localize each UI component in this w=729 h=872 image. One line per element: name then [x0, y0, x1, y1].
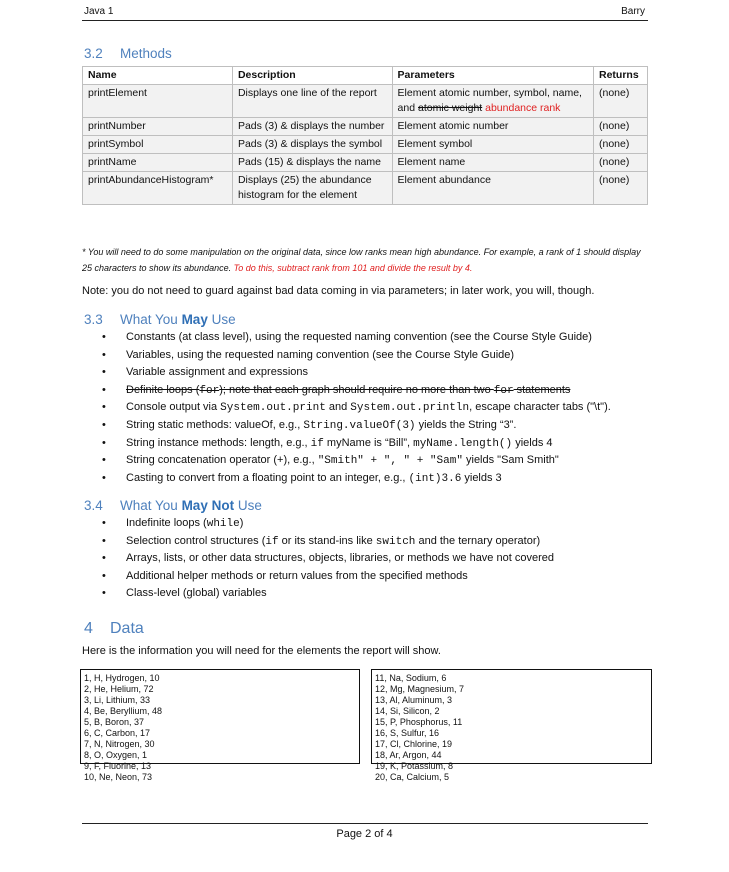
page-number: Page 2 of 4 — [336, 828, 393, 840]
header-course: Java 1 — [84, 6, 114, 17]
data-line: 10, Ne, Neon, 73 — [84, 772, 153, 782]
list-item: • String static methods: valueOf, e.g., String.valueOf(3) yields the String “3”. — [102, 418, 517, 432]
data-line: 14, Si, Silicon, 2 — [375, 706, 440, 716]
data-line: 12, Mg, Magnesium, 7 — [375, 684, 465, 694]
header-rule — [82, 20, 648, 21]
data-box-right — [371, 669, 652, 782]
list-item: • String concatenation operator (+), e.g., "Smith" + ", " + "Sam" yields "Sam Smith" — [102, 454, 559, 468]
table-header-row: Name Description Parameters Returns — [83, 67, 648, 85]
data-line: 5, B, Boron, 37 — [84, 717, 145, 727]
list-item: • String instance methods: length, e.g., if myName is “Bill”, myName.length() yields 4 — [102, 436, 553, 450]
list-item: • Variables, using the requested naming convention (see the Course Style Guide) — [102, 348, 515, 361]
note-text: Note: you do not need to guard against bad data coming in via parameters; in later work, you will, though. — [82, 285, 595, 297]
table-footnote: * You will need to do some manipulation on the original data, since low ranks mean high abundance. For example, a rank of 1 should display 25 characters to show its abundance. To do this, subtract rank from 101 and divide the result by 4. — [82, 247, 641, 273]
may-not-use-list — [82, 515, 652, 603]
data-line: 7, N, Nitrogen, 30 — [84, 739, 155, 749]
section-heading-data: 4 Data — [84, 620, 144, 637]
data-line: 18, Ar, Argon, 44 — [375, 750, 442, 760]
data-line: 20, Ca, Calcium, 5 — [375, 772, 450, 782]
table-row: printNumber Pads (3) & displays the number Element atomic number (none) — [83, 118, 648, 136]
list-item: • Selection control structures (if or its stand-ins like switch and the ternary operator) — [102, 534, 541, 548]
table-row: printName Pads (15) & displays the name Element name (none) — [83, 154, 648, 172]
list-item: • Indefinite loops (while) — [102, 517, 244, 530]
list-item: • Variable assignment and expressions — [102, 366, 309, 379]
may-use-list — [82, 329, 652, 487]
section-heading-may-not-use: 3.4 What You May Not Use — [84, 498, 262, 513]
list-item: • Constants (at class level), using the requested naming convention (see the Course Style Guide) — [102, 331, 592, 343]
section-heading-methods: 3.2 Methods — [84, 46, 172, 61]
data-line: 11, Na, Sodium, 6 — [375, 673, 447, 683]
list-item: • Arrays, lists, or other data structures, objects, libraries, or methods we have not covered — [102, 552, 554, 565]
data-line: 17, Cl, Chlorine, 19 — [375, 739, 453, 749]
header-author: Barry — [621, 6, 645, 17]
list-item: • Class-level (global) variables — [102, 587, 267, 600]
data-line: 9, F, Fluorine, 13 — [84, 761, 152, 771]
data-line: 4, Be, Beryllium, 48 — [84, 706, 163, 716]
table-row: printAbundanceHistogram* Displays (25) the abundance histogram for the element Element abundance (none) — [83, 172, 648, 205]
data-line: 15, P, Phosphorus, 11 — [375, 717, 463, 727]
table-row: printElement Displays one line of the report Element atomic number, symbol, name, and atomic weight abundance rank (none) — [83, 85, 648, 118]
data-line: 2, He, Helium, 72 — [84, 684, 154, 694]
footer-rule — [82, 823, 648, 824]
methods-table — [82, 66, 648, 205]
data-line: 3, Li, Lithium, 33 — [84, 695, 151, 705]
data-line: 19, K, Potassium, 8 — [375, 761, 454, 771]
data-intro: Here is the information you will need for the elements the report will show. — [82, 645, 441, 657]
data-box-left — [80, 669, 360, 782]
list-item: • Additional helper methods or return values from the specified methods — [102, 569, 468, 582]
section-heading-may-use: 3.3 What You May Use — [84, 312, 236, 327]
data-line: 8, O, Oxygen, 1 — [84, 750, 148, 760]
list-item: • Console output via System.out.print and System.out.println, escape character tabs ("\t"). — [102, 401, 611, 415]
list-item: • Casting to convert from a floating point to an integer, e.g., (int)3.6 yields 3 — [102, 471, 502, 485]
data-line: 1, H, Hydrogen, 10 — [84, 673, 160, 683]
data-line: 13, Al, Aluminum, 3 — [375, 695, 453, 705]
list-item-struck: • Definite loops (for); note that each graph should require no more than two for statements — [102, 383, 571, 397]
data-line: 6, C, Carbon, 17 — [84, 728, 151, 738]
table-row: printSymbol Pads (3) & displays the symbol Element symbol (none) — [83, 136, 648, 154]
data-line: 16, S, Sulfur, 16 — [375, 728, 440, 738]
